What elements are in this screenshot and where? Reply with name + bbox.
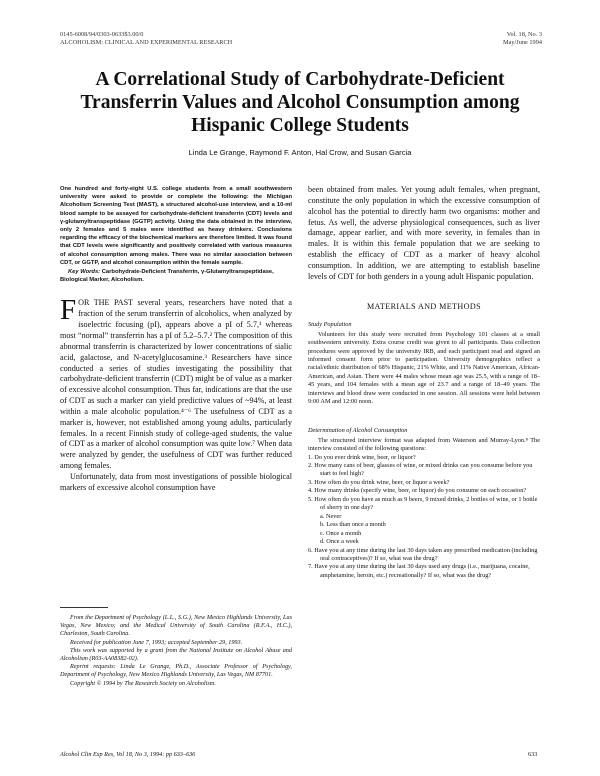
running-header-left <box>60 31 232 47</box>
intro-continuation: been obtained from males. Yet young adult females, when pregnant, constitute the only population in which the excessive consumption of alcohol has the potential to directly harm two organisms: mother and fetus. As well, the adverse physiological consequences, such as liver damage, appear earlier, and with more severity, in females than in males. It is within this female population that we are seeking to establish the efficacy of CDT as a marker of heavy alcohol consumption. In addition, we are attempting to establish baseline levels of CDT for both genders in a young adult Hispanic population. <box>308 185 540 281</box>
list-item: c. Once a month <box>320 529 362 537</box>
title-line-3: Hispanic College Students <box>191 115 409 136</box>
list-item: 2. How many cans of beer, glasses of wine, or mixed drinks can you consume before you start to feel high? <box>308 462 533 478</box>
left-column <box>60 185 292 494</box>
determination-heading: Determination of Alcohol Consumption <box>308 426 408 434</box>
introduction <box>60 294 292 493</box>
journal-name: ALCOHOLISM: CLINICAL AND EXPERIMENTAL RESEARCH <box>60 39 233 46</box>
study-population-heading: Study Population <box>308 320 352 328</box>
intro-paragraph-1 <box>60 294 292 472</box>
citation-footer: Alcohol Clin Exp Res, Vol 18, No 3, 1994: pp 633–636 <box>60 751 196 758</box>
list-item: 3. How often do you drink wine, beer, or liquor a week? <box>308 478 450 486</box>
author-list: Linda Le Grange, Raymond F. Anton, Hal Crow, and Susan Garcia <box>188 148 412 157</box>
list-item: a. Never <box>320 512 342 520</box>
issn-line: 0145-6008/94/0303-0633$3.00/0 <box>60 31 144 38</box>
keywords <box>60 268 292 284</box>
study-population-text: Volunteers for this study were recruited from Psychology 101 classes at a small southwestern university. Extra course credit was given to all participants. Data collection procedures were approved by the university IRB, and each participant read and signed an informed consent form prior to participation. University demographics reflect a racial/ethnic distribution of 68% Hispanic, 21% White, and 11% Native American, African-American, and Asian. There were 44 males whose mean age was 25.5, with a range of 18–45 years, and 104 females with a mean age of 23.7 and a range of 18–49 years. The interviews and blood draw were conducted in one session. All sessions were held between 9:00 AM and 12:00 noon. <box>308 330 540 406</box>
paper-title <box>60 68 540 137</box>
title-line-2: Transferrin Values and Alcohol Consumption among <box>80 92 520 113</box>
footnote-support: This work was supported by a grant from the National Institute on Alcohol Abuse and Alcoholism (R03-AA08382-02). <box>60 646 292 663</box>
intro-paragraph-1-text: several years, researchers have noted that a fraction of the serum transferrin of alcoholics, when analyzed by isoelectric focusing (pI), appears above a pI of 5.7,¹ whereas most “normal” transferrin has a pI of 5.2–5.7.² The composition of this abnormal transferrin is characterized by lower concentrations of sialic acid, galactose, and N-acetylglucosamine.³ Researchers have since conducted a series of studies investigating the possibility that carbohydrate-deficient transferrin (CDT) might be of value as a marker of excessive alcohol consumption. Thus far, indications are that the use of CDT as such a marker can yield predictive values of ~94%, at least within a male alcoholic population.⁴⁻⁶ The usefulness of CDT as a marker is, however, not established among young adults, particularly females. In a recent Finnish study of college-aged students, the value of CDT as a marker of alcohol consumption was quite low.⁷ When data were analyzed by gender, the usefulness of CDT was further reduced among females. <box>60 298 292 471</box>
title-line-1: A Correlational Study of Carbohydrate-Deficient <box>95 69 505 90</box>
abstract: One hundred and forty-eight U.S. college students from a small southwestern university were asked to provide or complete the following: the Michigan Alcoholism Screening Test (MAST), a structured alcohol-use interview, and a 10-ml blood sample to be assayed for carbohydrate-deficient transferrin (CDT) levels and γ-glutamyltranspeptidase (GGTP) activity. Using the data obtained in the interview, only 2 females and 5 males were identified as heavy drinkers. Conclusions regarding the efficacy of the biochemical markers are therefore limited. It was found that CDT levels were significantly and positively correlated with various measures of alcohol consumption among males. There was no similar association between CDT, or GGTP, and alcohol consumption within the female sample. <box>60 186 292 266</box>
list-item: d. Once a week <box>320 538 359 546</box>
determination-text: The structured interview format was adapted from Waterson and Murray-Lyon.⁸ The interview consisted of the following questions: <box>308 436 540 453</box>
interview-questions <box>308 454 540 581</box>
list-item: b. Less than once a month <box>320 521 386 529</box>
intro-lead: OR THE PAST <box>78 298 134 308</box>
list-item: 6. Have you at any time during the last 30 days taken any prescribed medication (including oral contraceptives)? If so, what was the drug? <box>308 546 538 563</box>
keywords-label: Key Words: <box>68 269 101 276</box>
intro-paragraph-2: Unfortunately, data from most investigations of possible biological markers of excessive alcohol consumption have <box>60 471 292 492</box>
running-header-right <box>503 31 542 47</box>
footnote-copyright: Copyright © 1994 by The Research Society on Alcoholism. <box>70 679 216 687</box>
footnotes <box>60 614 292 688</box>
footnote-affiliation: From the Department of Psychology (L.L., S.G.), New Mexico Highlands University, Las Vegas, New Mexico; and the Medical University of South Carolina (R.F.A., H.C.), Charleston, South Carolina. <box>60 614 292 638</box>
footnote-rule <box>60 607 108 608</box>
footnote-reprints: Reprint requests: Linda Le Grange, Ph.D., Associate Professor of Psychology, Department of Psychology, New Mexico Highlands University, Las Vegas, NM 87701. <box>60 663 292 679</box>
methods-heading: MATERIALS AND METHODS <box>366 301 482 311</box>
list-item: 1. Do you ever drink wine, beer, or liquor? <box>308 453 416 461</box>
drop-cap: F <box>60 294 77 327</box>
list-item: 4. How many drinks (specify wine, beer, or liquor) do you consume on each occasion? <box>308 487 527 495</box>
page-number: 633 <box>528 751 538 758</box>
right-column <box>308 185 540 580</box>
footnote-received: Received for publication June 7, 1993; accepted September 29, 1993. <box>70 638 243 646</box>
issue-date: May/June 1994 <box>502 39 542 46</box>
keywords-text: Carbohydrate-Deficient Transferrin, γ-Glutamyltranspeptidase, Biological Marker, Alcoholism. <box>60 269 274 284</box>
list-item: 7. Have you at any time during the last 30 days used any drugs (i.e., marijuana, cocaine, amphetamine, heroin, etc.) recreationally? If so, what was the drug? <box>308 563 530 579</box>
list-item: 5. How often do you have as much as 9 beers, 9 mixed drinks, 2 bottles of wine, or 1 bottle of sherry in one day? <box>308 495 538 512</box>
volume-line: Vol. 18, No. 3 <box>506 31 542 38</box>
